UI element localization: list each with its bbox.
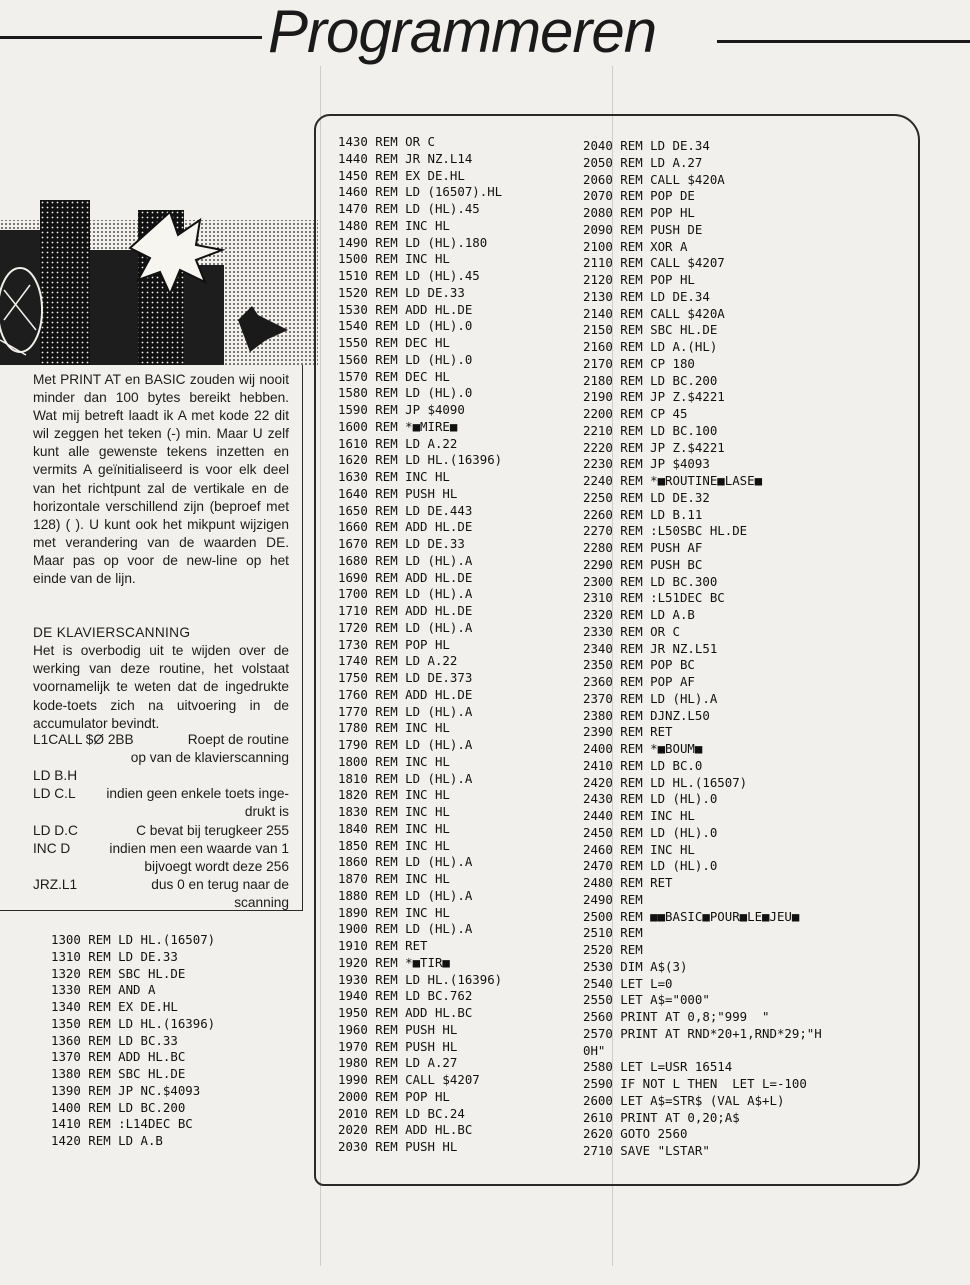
listing-line: 2060 REM CALL $420A <box>583 171 725 187</box>
listing-line: 1410 REM :L14DEC BC <box>51 1116 193 1132</box>
kv-desc: indien men een waarde van 1 <box>109 841 289 856</box>
listing-line: 2000 REM POP HL <box>338 1088 450 1104</box>
listing-line: 1600 REM *■MIRE■ <box>338 418 458 434</box>
listing-line: 1810 REM LD (HL).A <box>338 770 473 786</box>
listing-line: 2320 REM LD A.B <box>583 607 695 622</box>
listing-line: 1770 REM LD (HL).A <box>338 703 473 719</box>
listing-line: 2510 REM <box>583 925 643 941</box>
listing-line: 1840 REM INC HL <box>338 820 450 836</box>
listing-line: 2090 REM PUSH DE <box>583 221 703 237</box>
listing-line: 2280 REM PUSH AF <box>583 540 703 555</box>
listing-line: 1650 REM LD DE.443 <box>338 502 473 518</box>
listing-line: 1460 REM LD (16507).HL <box>338 184 503 200</box>
listing-line: 1670 REM LD DE.33 <box>338 536 465 551</box>
listing-line: 1510 REM LD (HL).45 <box>338 268 480 283</box>
listing-line: 2550 LET A$="000" <box>583 992 710 1008</box>
listing-line: 1380 REM SBC HL.DE <box>51 1066 186 1081</box>
listing-line: 1420 REM LD A.B <box>51 1133 163 1148</box>
listing-line: 1330 REM AND A <box>51 982 156 998</box>
listing-line: 1690 REM ADD HL.DE <box>338 569 473 585</box>
listing-line: 2470 REM LD (HL).0 <box>583 858 718 874</box>
listing-line: 2450 REM LD (HL).0 <box>583 824 718 840</box>
listing-line: 1570 REM DEC HL <box>338 368 450 384</box>
listing-line: 1740 REM LD A.22 <box>338 653 458 669</box>
kv-code: JRZ.L1 <box>33 877 78 892</box>
listing-line: 2080 REM POP HL <box>583 205 695 220</box>
listing-line: 1500 REM INC HL <box>338 251 450 267</box>
listing-line: 1470 REM LD (HL).45 <box>338 201 480 216</box>
intro-paragraph: Met PRINT AT en BASIC zouden wij nooit minder dan 100 bytes bereikt hebben. Wat mij betreft laadt ik A met kode 22 dit wil zeggen het teken (-) min. Maar U zelf kunt alle gewenste tekens inzetten en vermits A geïnitialiseerd is voor elk deel van het richtpunt zal de vertikale en de horizontale verschillend zijn (beproef met 128) ( ). U kunt ook het mikpunt wijzigen met verandering van de waarden DE. Maar pas op voor de new-line op het einde van de lijn. <box>33 372 289 587</box>
listing-line: 2240 REM *■ROUTINE■LASE■ <box>583 473 763 488</box>
page-title: Programmeren <box>268 0 657 65</box>
kv-desc: dus 0 en terug naar de <box>151 877 289 892</box>
listing-line: 1630 REM INC HL <box>338 469 450 484</box>
listing-line: 2430 REM LD (HL).0 <box>583 791 718 807</box>
listing-line: 2290 REM PUSH BC <box>583 556 703 572</box>
listing-line: 1530 REM ADD HL.DE <box>338 301 473 317</box>
listing-line: 1980 REM LD A.27 <box>338 1055 458 1071</box>
listing-line: 2600 LET A$=STR$ (VAL A$+L) <box>583 1092 785 1108</box>
listing-line: 1890 REM INC HL <box>338 904 450 920</box>
listing-line: 2620 GOTO 2560 <box>583 1126 688 1142</box>
listing-line: 2390 REM RET <box>583 724 673 740</box>
listing-line: 1860 REM LD (HL).A <box>338 854 473 870</box>
kv-code: LD C.L <box>33 786 76 801</box>
listing-line: 1310 REM LD DE.33 <box>51 948 178 964</box>
listing-line: 2260 REM LD B.11 <box>583 506 703 522</box>
listing-line: 0H" <box>583 1042 606 1058</box>
listing-line: 1540 REM LD (HL).0 <box>338 318 473 334</box>
listing-line: 2010 REM LD BC.24 <box>338 1105 465 1121</box>
listing-line: 1910 REM RET <box>338 938 428 953</box>
listing-line: 1520 REM LD DE.33 <box>338 284 465 300</box>
kv-desc-continued: bijvoegt wordt deze 256 <box>144 859 289 874</box>
kv-code: LD B.H <box>33 768 78 783</box>
listing-line: 1720 REM LD (HL).A <box>338 619 473 635</box>
listing-line: 2020 REM ADD HL.BC <box>338 1122 473 1138</box>
listing-line: 1730 REM POP HL <box>338 636 450 652</box>
listing-line: 1560 REM LD (HL).0 <box>338 351 473 367</box>
kv-code: LD D.C <box>33 823 78 838</box>
listing-line: 1750 REM LD DE.373 <box>338 670 473 685</box>
kv-desc: indien geen enkele toets inge- <box>106 786 289 801</box>
listing-line: 1900 REM LD (HL).A <box>338 921 473 937</box>
listing-line: 2570 PRINT AT RND*20+1,RND*29;"H <box>583 1025 822 1041</box>
listing-line: 2200 REM CP 45 <box>583 406 688 421</box>
listing-line: 1390 REM JP NC.$4093 <box>51 1082 201 1098</box>
listing-line: 1490 REM LD (HL).180 <box>338 234 488 250</box>
listing-line: 2580 LET L=USR 16514 <box>583 1059 733 1075</box>
listing-line: 2120 REM POP HL <box>583 272 695 287</box>
listing-line: 1920 REM *■TIR■ <box>338 954 450 970</box>
listing-line: 1780 REM INC HL <box>338 720 450 736</box>
listing-line: 1970 REM PUSH HL <box>338 1038 458 1054</box>
listing-line: 2190 REM JP Z.$4221 <box>583 389 725 405</box>
listing-line: 1660 REM ADD HL.DE <box>338 519 473 535</box>
listing-line: 2270 REM :L50SBC HL.DE <box>583 523 748 539</box>
listing-line: 2560 PRINT AT 0,8;"999 " <box>583 1009 770 1024</box>
listing-line: 1700 REM LD (HL).A <box>338 586 473 602</box>
klavierscanning-paragraph: Het is overbodig uit te wijden over de werking van deze routine, het volstaat voornamelijk te weten dat de ingedrukte kode-toets zich na uitvoering in de accumulator bevindt. <box>33 643 289 731</box>
listing-line: 1760 REM ADD HL.DE <box>338 686 473 702</box>
listing-column-1 <box>338 134 502 1156</box>
kv-code: L1CALL $Ø 2BB <box>33 732 134 747</box>
game-illustration <box>0 190 318 365</box>
listing-line: 2070 REM POP DE <box>583 188 695 204</box>
listing-line: 1790 REM LD (HL).A <box>338 737 473 752</box>
listing-line: 1940 REM LD BC.762 <box>338 988 473 1004</box>
listing-line: 2250 REM LD DE.32 <box>583 489 710 505</box>
kv-desc: C bevat bij terugkeer 255 <box>136 823 289 838</box>
listing-line: 2420 REM LD HL.(16507) <box>583 774 748 790</box>
listing-line: 1850 REM INC HL <box>338 837 450 853</box>
listing-line: 1950 REM ADD HL.BC <box>338 1005 473 1020</box>
listing-line: 2350 REM POP BC <box>583 657 695 673</box>
city-skyline-illustration <box>0 190 318 365</box>
title-rule-left <box>0 36 262 39</box>
section-heading-klavierscanning: DE KLAVIERSCANNING <box>33 625 191 640</box>
listing-line: 1300 REM LD HL.(16507) <box>51 932 216 947</box>
listing-line: 2110 REM CALL $4207 <box>583 255 725 271</box>
listing-line: 2540 LET L=0 <box>583 975 673 991</box>
title-rule-right <box>717 40 970 43</box>
listing-line: 2220 REM JP Z.$4221 <box>583 439 725 455</box>
listing-line: 1830 REM INC HL <box>338 804 450 819</box>
listing-line: 1430 REM OR C <box>338 134 435 149</box>
listing-line: 2160 REM LD A.(HL) <box>583 339 718 354</box>
listing-line: 1680 REM LD (HL).A <box>338 552 473 568</box>
listing-line: 1800 REM INC HL <box>338 753 450 769</box>
listing-line: 2310 REM :L51DEC BC <box>583 590 725 606</box>
kv-desc-continued: op van de klavierscanning <box>130 750 289 765</box>
listing-line: 1880 REM LD (HL).A <box>338 887 473 903</box>
listing-line: 2330 REM OR C <box>583 623 680 639</box>
listing-line: 1480 REM INC HL <box>338 217 450 233</box>
listing-line: 2590 IF NOT L THEN LET L=-100 <box>583 1076 807 1091</box>
listing-line: 2030 REM PUSH HL <box>338 1139 458 1154</box>
listing-line: 2380 REM DJNZ.L50 <box>583 707 710 723</box>
listing-line: 1710 REM ADD HL.DE <box>338 603 473 618</box>
listing-line: 2050 REM LD A.27 <box>583 154 703 170</box>
listing-line: 1320 REM SBC HL.DE <box>51 965 186 981</box>
listing-line: 1930 REM LD HL.(16396) <box>338 971 503 987</box>
listing-line: 2610 PRINT AT 0,20;A$ <box>583 1109 740 1125</box>
listing-line: 1610 REM LD A.22 <box>338 435 458 451</box>
listing-column-2 <box>583 138 822 1160</box>
article-intro <box>33 371 289 588</box>
listing-line: 1960 REM PUSH HL <box>338 1021 458 1037</box>
listing-line: 2500 REM ■■BASIC■POUR■LE■JEU■ <box>583 908 800 924</box>
listing-line: 2410 REM LD BC.0 <box>583 757 703 773</box>
listing-line: 1340 REM EX DE.HL <box>51 999 178 1014</box>
kv-desc: Roept de routine <box>187 732 289 747</box>
listing-line: 2170 REM CP 180 <box>583 355 695 371</box>
listing-line: 2130 REM LD DE.34 <box>583 288 710 304</box>
listing-line: 2140 REM CALL $420A <box>583 305 725 321</box>
listing-line: 2710 SAVE "LSTAR" <box>583 1143 710 1158</box>
listing-line: 2530 DIM A$(3) <box>583 958 688 974</box>
listing-line: 2370 REM LD (HL).A <box>583 690 718 706</box>
listing-column-3 <box>51 932 215 1150</box>
listing-line: 1870 REM INC HL <box>338 871 450 886</box>
listing-line: 2520 REM <box>583 942 643 957</box>
listing-line: 2180 REM LD BC.200 <box>583 372 718 388</box>
listing-line: 1620 REM LD HL.(16396) <box>338 452 503 468</box>
listing-line: 1550 REM DEC HL <box>338 335 450 350</box>
listing-line: 1590 REM JP $4090 <box>338 402 465 417</box>
listing-line: 2210 REM LD BC.100 <box>583 422 718 438</box>
listing-line: 2440 REM INC HL <box>583 808 695 823</box>
listing-line: 1450 REM EX DE.HL <box>338 167 465 183</box>
listing-line: 2340 REM JR NZ.L51 <box>583 640 718 656</box>
listing-line: 1350 REM LD HL.(16396) <box>51 1015 216 1031</box>
listing-line: 1360 REM LD BC.33 <box>51 1032 178 1048</box>
listing-line: 1640 REM PUSH HL <box>338 485 458 501</box>
listing-line: 2460 REM INC HL <box>583 841 695 857</box>
listing-line: 1440 REM JR NZ.L14 <box>338 150 473 166</box>
kv-desc-continued: drukt is <box>244 804 289 819</box>
listing-line: 1820 REM INC HL <box>338 787 450 803</box>
listing-line: 2100 REM XOR A <box>583 238 688 254</box>
listing-line: 2490 REM <box>583 891 643 907</box>
kv-desc-continued: scanning <box>234 895 289 910</box>
listing-line: 1990 REM CALL $4207 <box>338 1072 480 1087</box>
listing-line: 1580 REM LD (HL).0 <box>338 385 473 401</box>
listing-line: 2400 REM *■BOUM■ <box>583 741 703 756</box>
listing-line: 2230 REM JP $4093 <box>583 456 710 472</box>
listing-line: 2040 REM LD DE.34 <box>583 138 710 153</box>
kv-code: INC D <box>33 841 71 856</box>
listing-line: 1370 REM ADD HL.BC <box>51 1049 186 1065</box>
listing-line: 2360 REM POP AF <box>583 674 695 689</box>
listing-line: 1400 REM LD BC.200 <box>51 1099 186 1115</box>
listing-line: 2150 REM SBC HL.DE <box>583 322 718 338</box>
listing-line: 2300 REM LD BC.300 <box>583 573 718 589</box>
listing-line: 2480 REM RET <box>583 875 673 890</box>
